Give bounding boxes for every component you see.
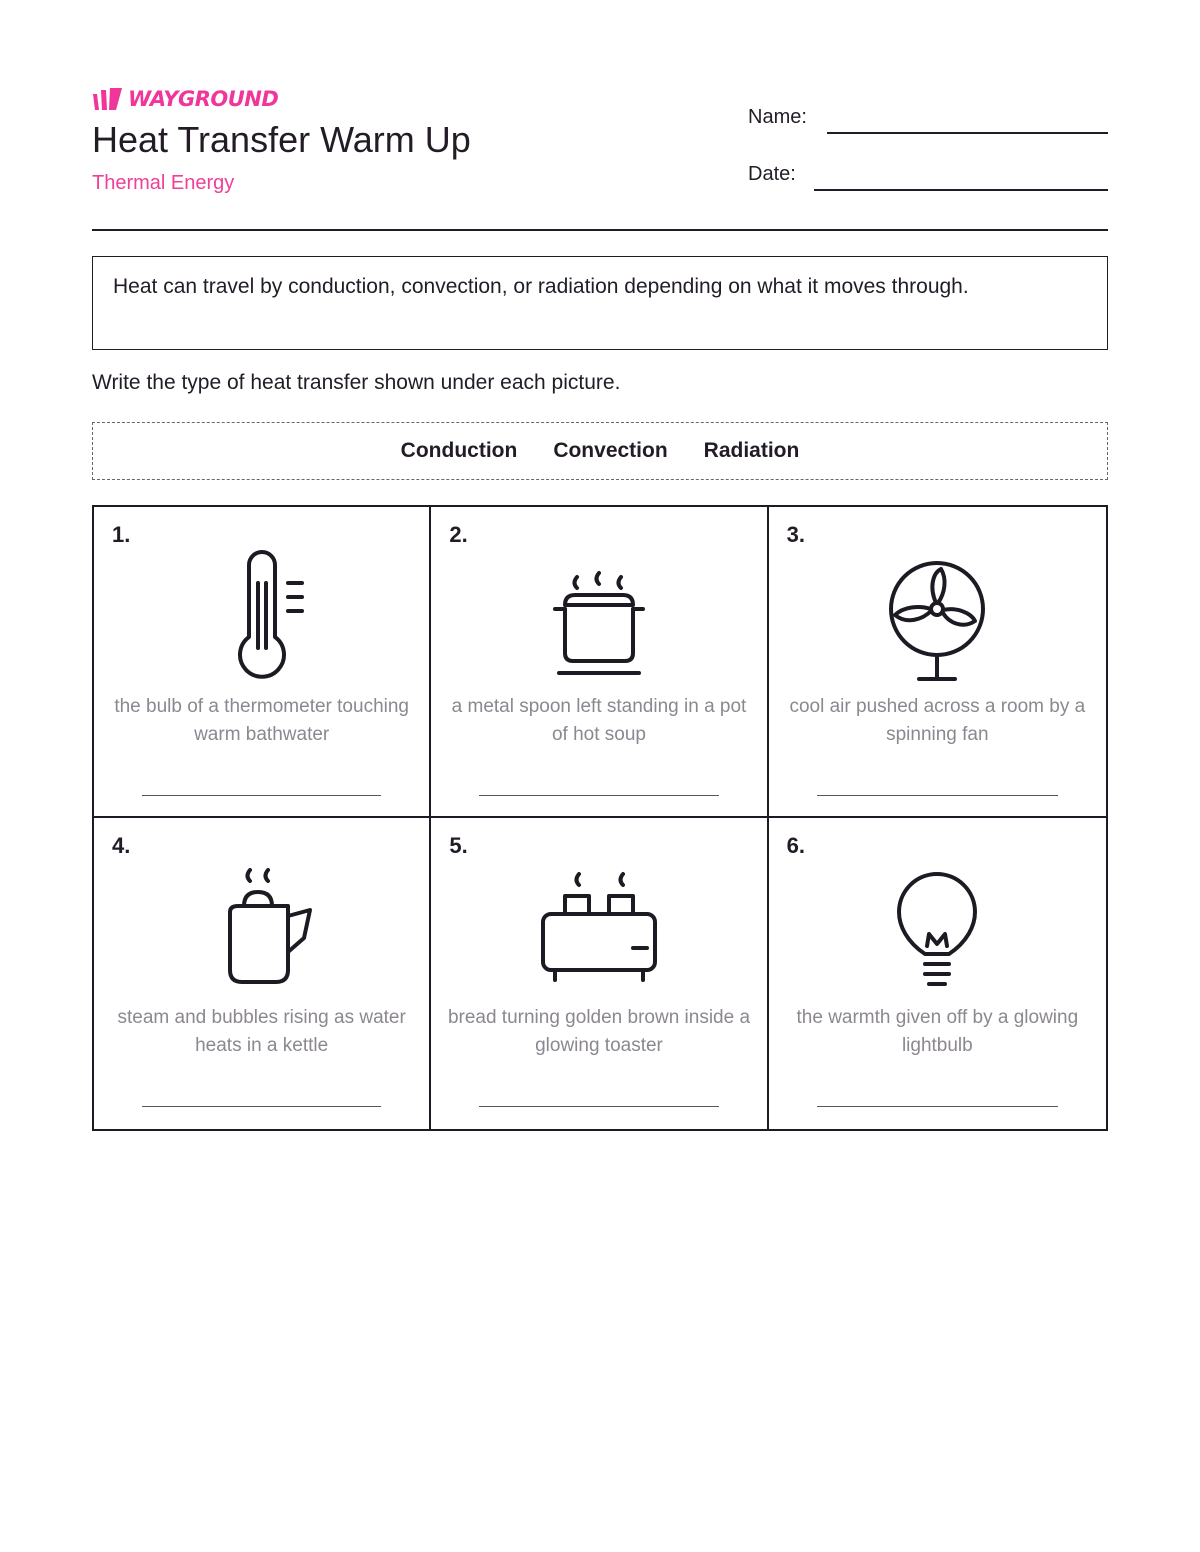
question-number: 4.	[112, 833, 131, 858]
date-field[interactable]	[814, 189, 1108, 191]
question-card-3	[769, 507, 1106, 818]
question-number: 1.	[112, 522, 131, 547]
lightbulb-icon	[867, 854, 1007, 994]
date-label: Date:	[748, 163, 796, 185]
intro-box: Heat can travel by conduction, convection, or radiation depending on what it moves through.	[92, 256, 1108, 350]
toaster-icon	[529, 854, 669, 994]
question-description: a metal spoon left standing in a pot of hot soup	[451, 696, 747, 745]
question-description: the bulb of a thermometer touching warm bathwater	[114, 696, 409, 745]
answer-line-3[interactable]	[817, 795, 1058, 796]
question-card-2	[431, 507, 768, 818]
kettle-icon	[192, 854, 332, 994]
question-card-6	[769, 818, 1106, 1129]
question-description: steam and bubbles rising as water heats in a kettle	[117, 1007, 406, 1056]
brand-logo-icon	[92, 86, 126, 112]
name-field[interactable]	[827, 132, 1108, 134]
answer-line-4[interactable]	[142, 1106, 381, 1107]
question-description: the warmth given off by a glowing lightbulb	[796, 1007, 1079, 1056]
question-card-5	[431, 818, 768, 1129]
fan-icon	[867, 543, 1007, 683]
word-bank-item: Radiation	[703, 439, 800, 462]
page-subtitle: Thermal Energy	[92, 172, 235, 194]
question-number: 3.	[786, 522, 806, 547]
question-number: 5.	[449, 833, 468, 858]
question-description: cool air pushed across a room by a spinning fan	[789, 696, 1086, 745]
answer-line-6[interactable]	[817, 1106, 1058, 1107]
brand-logo	[92, 86, 278, 112]
header-divider	[92, 229, 1108, 231]
instruction-text: Write the type of heat transfer shown under each picture.	[92, 371, 621, 394]
name-label: Name:	[748, 106, 807, 128]
question-number: 2.	[449, 522, 468, 547]
word-bank-item: Convection	[553, 439, 668, 462]
cooking-pot-icon	[529, 543, 669, 683]
page-title: Heat Transfer Warm Up	[92, 119, 471, 160]
word-bank-item: Conduction	[400, 439, 518, 462]
thermometer-icon	[192, 543, 332, 683]
answer-line-5[interactable]	[479, 1106, 718, 1107]
question-description: bread turning golden brown inside a glowing toaster	[447, 1007, 751, 1056]
word-bank	[92, 422, 1108, 480]
answer-line-1[interactable]	[142, 795, 381, 796]
question-card-4	[94, 818, 431, 1129]
answer-line-2[interactable]	[479, 795, 718, 796]
question-grid	[92, 505, 1108, 1131]
question-card-1	[94, 507, 431, 818]
brand-name: WAYGROUND	[128, 87, 279, 111]
question-number: 6.	[786, 833, 806, 858]
